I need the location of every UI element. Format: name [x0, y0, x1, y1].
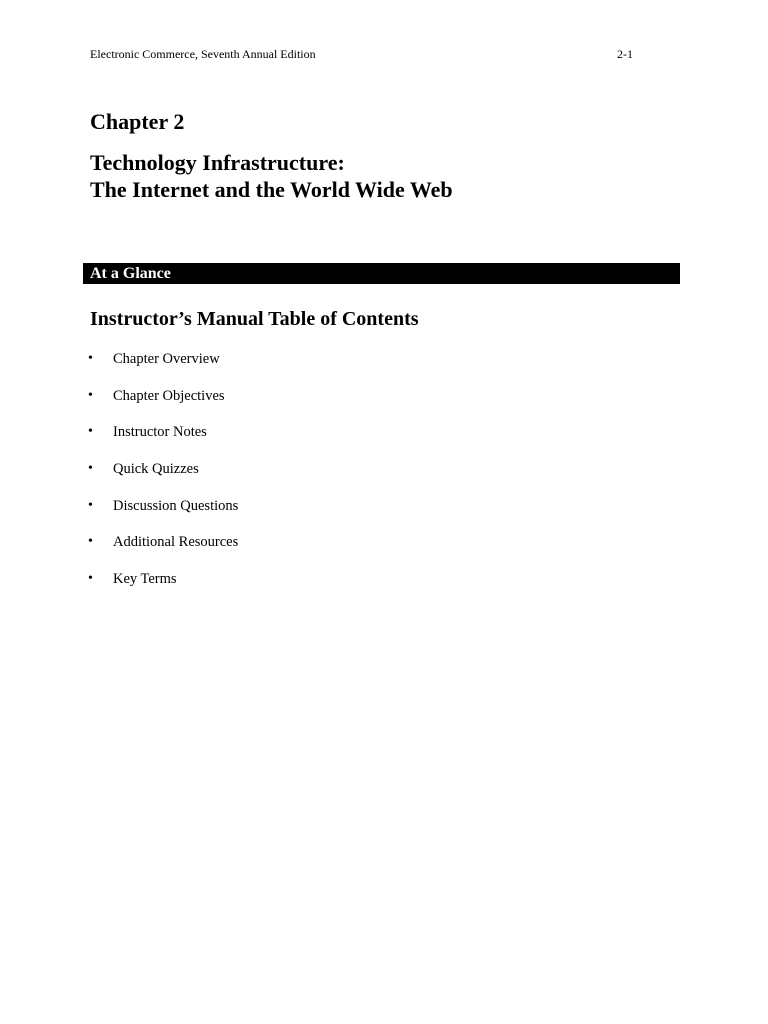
- chapter-title: [90, 149, 453, 203]
- header-book-title: Electronic Commerce, Seventh Annual Edition: [90, 47, 316, 61]
- toc-item-label: Chapter Overview: [113, 351, 220, 367]
- bullet-icon: •: [88, 534, 93, 550]
- toc-list: [88, 348, 488, 605]
- at-a-glance-bar: At a Glance: [83, 263, 680, 284]
- toc-item-additional-resources: [88, 531, 488, 568]
- bullet-icon: •: [88, 424, 93, 440]
- running-header: [90, 46, 633, 62]
- toc-item-instructor-notes: [88, 421, 488, 458]
- toc-item-quick-quizzes: [88, 458, 488, 495]
- toc-item-chapter-overview: [88, 348, 488, 385]
- toc-item-key-terms: [88, 568, 488, 605]
- header-page-number: 2-1: [617, 47, 633, 61]
- bullet-icon: •: [88, 387, 93, 403]
- toc-item-label: Key Terms: [113, 571, 177, 588]
- toc-item-label: Additional Resources: [113, 534, 239, 551]
- bullet-icon: •: [88, 461, 93, 477]
- chapter-title-line-2: The Internet and the World Wide Web: [90, 177, 453, 202]
- bullet-icon: •: [88, 497, 93, 513]
- bullet-icon: •: [88, 571, 93, 587]
- toc-item-label: Discussion Questions: [113, 497, 239, 514]
- toc-item-label: Quick Quizzes: [113, 461, 199, 478]
- toc-item-chapter-objectives: [88, 385, 488, 422]
- toc-item-label: Instructor Notes: [113, 424, 207, 441]
- chapter-title-line-1: Technology Infrastructure:: [90, 150, 345, 175]
- chapter-number: Chapter 2: [90, 109, 185, 134]
- toc-heading: Instructor’s Manual Table of Contents: [90, 308, 419, 330]
- toc-item-discussion-questions: [88, 495, 488, 532]
- bullet-icon: •: [88, 351, 93, 366]
- toc-item-label: Chapter Objectives: [113, 387, 225, 404]
